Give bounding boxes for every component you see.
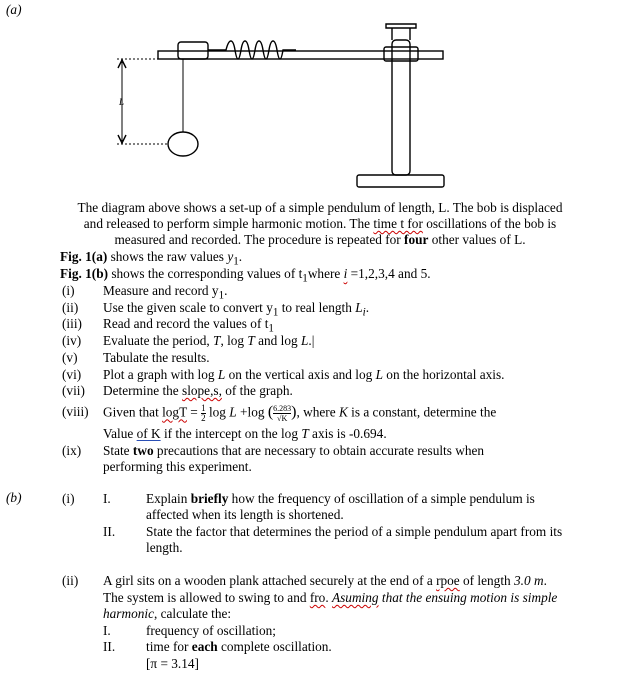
stand-hook bbox=[386, 24, 416, 28]
pendulum-diagram bbox=[0, 0, 619, 200]
step-ix: State two precautions that are necessary to obtain accurate results when bbox=[103, 443, 485, 458]
partb-pi-line: [π = 3.14] bbox=[146, 656, 199, 671]
partb-i-num: (i) bbox=[62, 491, 75, 506]
partb-II-line2: length. bbox=[146, 540, 183, 555]
pendulum-bob bbox=[168, 132, 198, 156]
step-num-v: (v) bbox=[62, 350, 78, 365]
step-num-viii: (viii) bbox=[62, 404, 89, 419]
step-num-vi: (vi) bbox=[62, 367, 82, 382]
partb-s1-text: frequency of oscillation; bbox=[146, 623, 276, 638]
partb-s2-text: time for each complete oscillation. bbox=[146, 639, 332, 654]
intro-line-3: measured and recorded. The procedure is repeated for four other values of L. bbox=[114, 232, 526, 247]
intro-line-2: and released to perform simple harmonic motion. The time t for oscillations of the bob is bbox=[83, 216, 557, 231]
partb-s1-num: I. bbox=[103, 623, 111, 638]
part-b-label: (b) bbox=[6, 490, 22, 505]
part-a-label: (a) bbox=[6, 2, 22, 17]
step-num-iv: (iv) bbox=[62, 333, 82, 348]
step-ix-cont: performing this experiment. bbox=[103, 459, 252, 474]
partb-II-num: II. bbox=[103, 524, 116, 539]
partb-q-line2: The system is allowed to swing to and fro. Asuming that the ensuing motion is simple bbox=[103, 590, 558, 605]
partb-I-line2: affected when its length is shortened. bbox=[146, 507, 344, 522]
spring bbox=[208, 41, 296, 59]
stand-rod bbox=[392, 40, 410, 175]
step-iii: Read and record the values of $t_1$ bbox=[103, 316, 274, 335]
step-num-ix: (ix) bbox=[62, 443, 82, 458]
partb-q-line3: harmonic, calculate the: bbox=[103, 606, 232, 621]
step-viii-cont: Value of K if the intercept on the log T axis is -0.694. bbox=[103, 426, 387, 441]
step-num-ii: (ii) bbox=[62, 300, 79, 315]
step-num-i: (i) bbox=[62, 283, 75, 298]
fig1a-line: Fig. 1(a) shows the raw values $y_1$. bbox=[60, 249, 243, 268]
fig1b-line: Fig. 1(b) shows the corresponding values of $t_1where$ i =1,2,3,4 and 5. bbox=[60, 266, 431, 285]
step-iv: Evaluate the period, T, log T and log L.| bbox=[103, 333, 315, 348]
partb-ii-num: (ii) bbox=[62, 573, 79, 588]
step-num-iii: (iii) bbox=[62, 316, 82, 331]
length-label: L bbox=[119, 97, 125, 107]
partb-s2-num: II. bbox=[103, 639, 116, 654]
partb-II-line1: State the factor that determines the period of a simple pendulum apart from its bbox=[146, 524, 563, 539]
intro-line-1: The diagram above shows a set-up of a simple pendulum of length, L. The bob is displaced bbox=[77, 200, 563, 215]
support-bar bbox=[158, 51, 443, 59]
step-i: Measure and record $y_1$. bbox=[103, 283, 228, 302]
step-viii: Given that logT = $\frac{1}{2}$ log L +log ( $\frac{6.283}{√K}$ ), where K is a constant, determine the bbox=[103, 403, 497, 423]
step-v: Tabulate the results. bbox=[103, 350, 210, 365]
partb-I-line1: Explain briefly how the frequency of oscillation of a simple pendulum is bbox=[146, 491, 535, 506]
step-num-vii: (vii) bbox=[62, 383, 85, 398]
partb-q-line1: A girl sits on a wooden plank attached securely at the end of a rpoe of length 3.0 m. bbox=[103, 573, 547, 588]
stand-base bbox=[357, 175, 444, 187]
step-vii: Determine the slope,s, of the graph. bbox=[103, 383, 293, 398]
partb-I-num: I. bbox=[103, 491, 111, 506]
step-ii: Use the given scale to convert $y_1$ to real length $L_i$. bbox=[103, 300, 370, 319]
step-vi: Plot a graph with log L on the vertical axis and log L on the horizontal axis. bbox=[103, 367, 505, 382]
